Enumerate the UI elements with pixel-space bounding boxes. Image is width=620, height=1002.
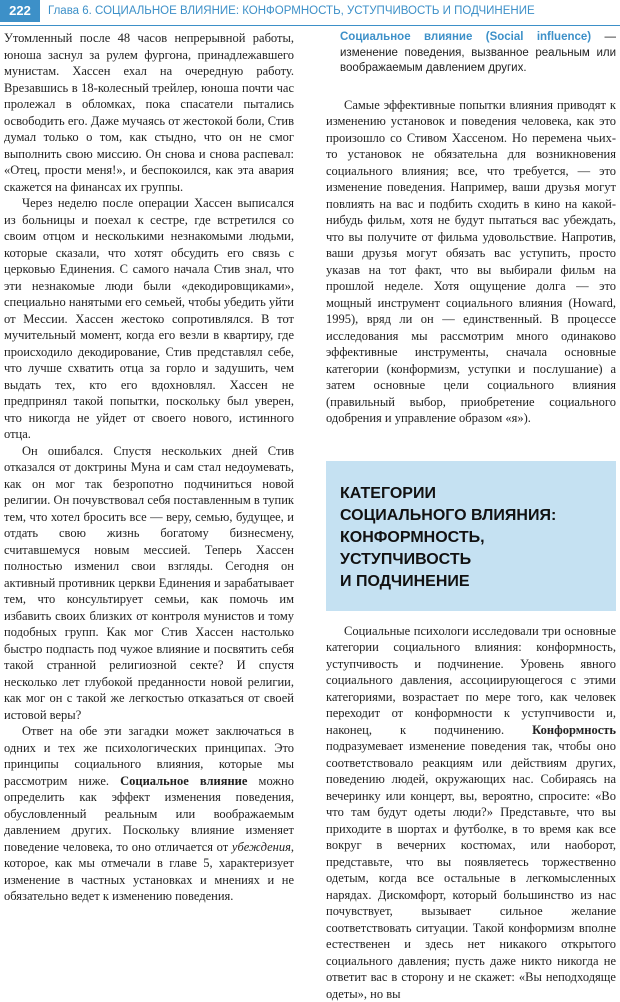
italic-term: убеждения	[232, 840, 291, 854]
paragraph: Самые эффективные попытки влияния приводят к изменению установок и поведения человека, как это произошло со Стивом Хассеном. Но перемена чьих-то установок не обязательна для возникновения социального влияния; все, что требуется, — это изменение поведения. Например, ваши друзья могут повлиять на вас и подбить сходить в кино на какой-нибудь фильм, хотя не будут пытаться вас убеждать, что вы получите от фильма удовольствие. Напротив, ваши друзья могут обязать вас уступить, просто указав на тот факт, что вы выбирали фильм на прошлой неделе. Хотя ощущение долга — это мощный инструмент социального влияния (Howard, 1995), вряд ли он — единственный. В процессе исследования мы рассмотрим много одинаково эффективные инструменты, сначала основные категории (конформизм, уступки и послушание) а затем основные цели социального влияния (правильный выбор, приобретение социального одобрения и управление образом «я»).	[326, 97, 616, 427]
paragraph: Утомленный после 48 часов непрерывной работы, юноша заснул за рулем фургона, принадлежавшего мунистам. Хассен ехал на очередную работу. Врезавшись в 18-колесный трейлер, юноша почти час пролежал в обломках, пока спасатели пытались освободить его. Даже мучаясь от жестокой боли, Стив думал только о том, как стыдно, что он не смог выполнить свою миссию. Он снова и снова распевал: «Отец, прости меня!», и беспокоился, как эта авария скажется на финансах их группы.	[4, 30, 294, 195]
definition-term: Социальное влияние (Social influence)	[340, 31, 591, 43]
text-run: подразумевает изменение поведения так, чтобы оно соответствовало реакциям или действиям других, поведению людей, окружающих нас. Собираясь на вечеринку или концерт, вы, вероятно, спросите: «Во что там будут одеты люди?» Представьте, что вы приходите в шортах и футболке, в то время как все вокруг в вечерних костюмах, или наоборот, представьте, что вы появляетесь торжественно одетым, когда все остальные в легкомысленных нарядах. Дискомфорт, который большинство из нас почувствует, вызывает сильное желание соответствовать ситуации. Такой конформизм вполне естественен и здесь нет никакого открытого социального давления; пусть даже никто никогда не ответит вас в сторону и не скажет: «Вы неподходяще одеты», но вы	[326, 739, 616, 1001]
definition-text: — изменение поведения, вызванное реальным или воображаемым давлением других.	[340, 31, 616, 74]
chapter-title: Глава 6. СОЦИАЛЬНОЕ ВЛИЯНИЕ: КОНФОРМНОСТЬ, УСТУПЧИВОСТЬ И ПОДЧИНЕНИЕ	[48, 3, 535, 19]
section-heading-line: КАТЕГОРИИ	[340, 483, 604, 505]
margin-definition	[326, 30, 616, 97]
text-run: можно определить как эффект изменения поведения, обусловленный реальным или воображаемым давлением других. Поскольку влияние изменяет поведение человека, то оно отличается от	[4, 774, 294, 854]
paragraph: Он ошибался. Спустя нескольких дней Стив отказался от доктрины Муна и сам стал недоумевать, как он мог так безропотно подчиниться новой религии. Он почувствовал себя поставленным в тупик тем, что хотел бросить все — веру, семью, будущее, и отдать свою жизнь богатому бизнесмену, считавшемуся новым мессией. Теперь Хассен полностью изменил свои взгляды. Сегодня он активный противник церкви Единения и зарабатывает тем, что консультирует семьи, как помочь им избавить своих близких от контроля мунистов и тому подобных групп. Как мог Стив Хассен настолько быстро подпасть под чужое влияние и посвятить себя такой странной религиозной секте? И спустя несколько лет глубокой преданности новой религии, как мог он с такой же легкостью отказаться от своей истовой веры?	[4, 443, 294, 724]
key-term: Социальное влияние	[120, 774, 247, 788]
key-term: Конформность	[532, 723, 616, 737]
header-rule	[0, 25, 620, 26]
page-number: 222	[0, 0, 40, 22]
text-run: Социальные психологи исследовали три основные категории социального влияния: конформность, уступчивость и подчинение. Уровень явного социального давления, ассоциирующегося с этими категориями, возрастает по мере того, как человек переходит от конформности к уступчивости и, наконец, к подчинению.	[326, 624, 616, 737]
paragraph	[326, 623, 616, 1002]
right-column	[326, 30, 616, 1002]
left-column	[4, 30, 294, 905]
section-heading-line: КОНФОРМНОСТЬ, УСТУПЧИВОСТЬ	[340, 527, 604, 571]
section-heading-box	[326, 461, 616, 611]
section-heading-line: СОЦИАЛЬНОГО ВЛИЯНИЯ:	[340, 505, 604, 527]
paragraph: Через неделю после операции Хассен выписался из больницы и поехал к сестре, где встретился со своим отцом и несколькими незнакомыми людьми, которые сказали, что хотят обсудить его связь с церковью Единения. С самого начала Стив знал, что эти незнакомые люди были «декодировщиками», специально нанятыми его семьей, чтобы убедить уйти от Мессии. Хассен жестоко сопротивлялся. В тот мучительный момент, когда его везли в квартиру, где происходило декодирование, Стив представлял себе, что лучше схватить отца за горло и задушить, чем выдать тех, кто его вдохновлял. Хассен не предпринял такой попытки, поскольку был уверен, что никогда не уйдет от своего нового, истинного отца.	[4, 195, 294, 443]
section-heading-line: И ПОДЧИНЕНИЕ	[340, 571, 604, 593]
text-run: Ответ на обе эти загадки может заключаться в одних и тех же психологических принципах. Это принципы социального влияния, которые мы рассмотрим ниже.	[4, 724, 294, 788]
paragraph	[4, 723, 294, 905]
page-header	[0, 0, 620, 27]
text-run: , которое, как мы отмечали в главе 5, характеризует изменение в частных установках и мнениях и не обязательно ведет к изменению поведения.	[4, 840, 294, 904]
